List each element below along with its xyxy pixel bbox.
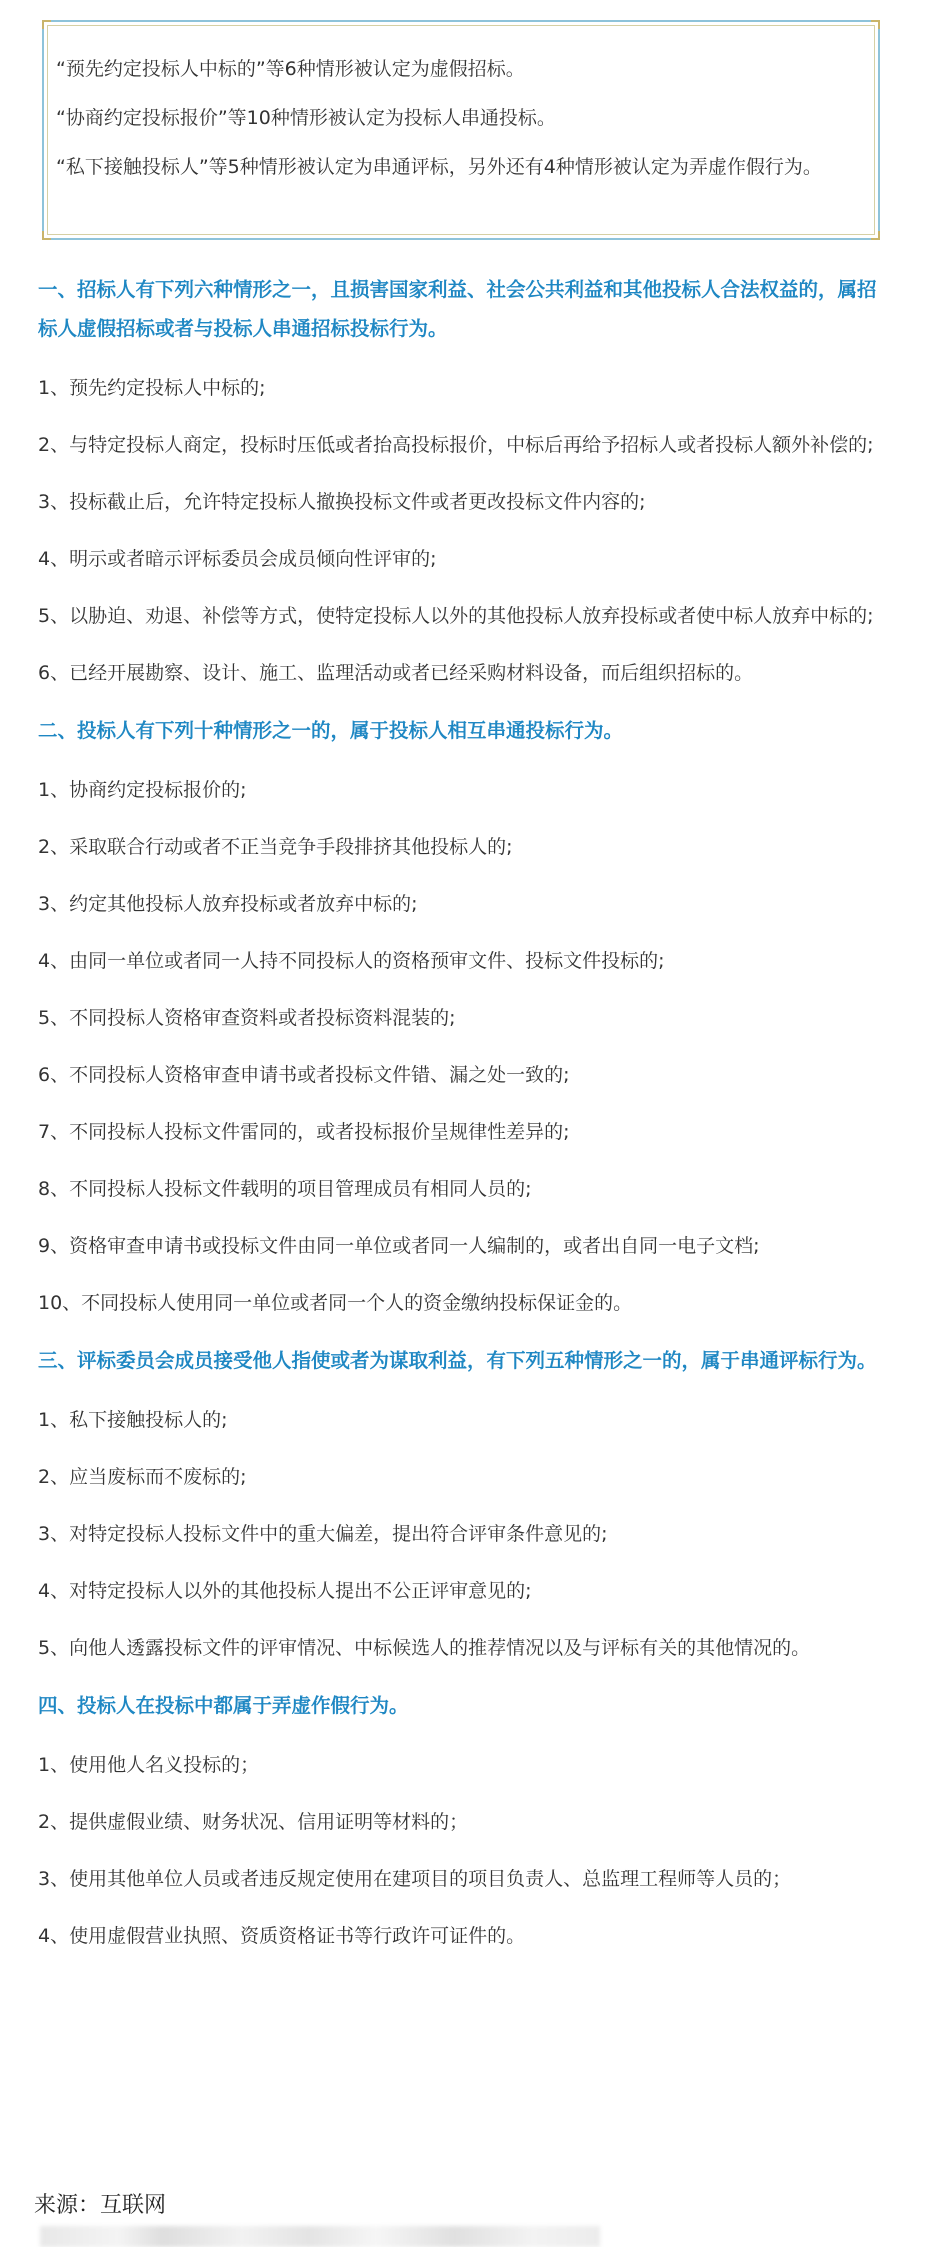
list-item: 1、预先约定投标人中标的; (38, 377, 266, 399)
section-2 (38, 711, 890, 1323)
summary-box (42, 20, 880, 240)
list-item: 9、资格审查申请书或投标文件由同一单位或者同一人编制的，或者出自同一电子文档; (38, 1235, 760, 1257)
list-item: 4、明示或者暗示评标委员会成员倾向性评审的; (38, 548, 437, 570)
section-heading: 一、招标人有下列六种情形之一，且损害国家利益、社会公共利益和其他投标人合法权益的，属招标人虚假招标或者与投标人串通招标投标行为。 (38, 278, 877, 340)
box-corner-ornament (42, 231, 51, 240)
list-item: 1、私下接触投标人的; (38, 1409, 228, 1431)
list-item: 3、投标截止后，允许特定投标人撤换投标文件或者更改投标文件内容的; (38, 491, 646, 513)
list-item: 1、协商约定投标报价的; (38, 779, 247, 801)
list-item: 6、已经开展勘察、设计、施工、监理活动或者已经采购材料设备，而后组织招标的。 (38, 662, 754, 684)
box-corner-ornament (871, 231, 880, 240)
article-body (38, 270, 890, 1974)
list-item: 10、不同投标人使用同一单位或者同一个人的资金缴纳投标保证金的。 (38, 1292, 633, 1314)
list-item: 4、对特定投标人以外的其他投标人提出不公正评审意见的; (38, 1580, 532, 1602)
list-item: 4、由同一单位或者同一人持不同投标人的资格预审文件、投标文件投标的; (38, 950, 665, 972)
list-item: 5、向他人透露投标文件的评审情况、中标候选人的推荐情况以及与评标有关的其他情况的。 (38, 1637, 811, 1659)
list-item: 1、使用他人名义投标的； (38, 1754, 260, 1776)
list-item: 6、不同投标人资格审查申请书或者投标文件错、漏之处一致的; (38, 1064, 570, 1086)
list-item: 2、与特定投标人商定，投标时压低或者抬高投标报价，中标后再给予招标人或者投标人额外补偿的; (38, 434, 874, 456)
section-3 (38, 1341, 890, 1668)
summary-line: “协商约定投标报价”等10种情形被认定为投标人串通投标。 (56, 107, 556, 129)
list-item: 3、约定其他投标人放弃投标或者放弃中标的; (38, 893, 418, 915)
list-item: 2、采取联合行动或者不正当竞争手段排挤其他投标人的; (38, 836, 513, 858)
list-item: 7、不同投标人投标文件雷同的，或者投标报价呈规律性差异的; (38, 1121, 570, 1143)
blurred-footer-image (40, 2226, 600, 2247)
summary-line: “预先约定投标人中标的”等6种情形被认定为虚假招标。 (56, 58, 525, 80)
list-item: 5、不同投标人资格审查资料或者投标资料混装的; (38, 1007, 456, 1029)
list-item: 8、不同投标人投标文件载明的项目管理成员有相同人员的; (38, 1178, 532, 1200)
list-item: 2、应当废标而不废标的; (38, 1466, 247, 1488)
list-item: 2、提供虚假业绩、财务状况、信用证明等材料的； (38, 1811, 469, 1833)
section-heading: 四、投标人在投标中都属于弄虚作假行为。 (38, 1694, 409, 1717)
box-corner-ornament (871, 20, 880, 29)
section-1 (38, 270, 890, 693)
section-heading: 三、评标委员会成员接受他人指使或者为谋取利益，有下列五种情形之一的，属于串通评标行为。 (38, 1349, 877, 1372)
section-4 (38, 1686, 890, 1956)
list-item: 4、使用虚假营业执照、资质资格证书等行政许可证件的。 (38, 1925, 526, 1947)
summary-line: “私下接触投标人”等5种情形被认定为串通评标，另外还有4种情形被认定为弄虚作假行为。 (56, 156, 822, 178)
box-corner-ornament (42, 20, 51, 29)
source-credit: 来源：互联网 (34, 2193, 167, 2218)
list-item: 3、使用其他单位人员或者违反规定使用在建项目的项目负责人、总监理工程师等人员的； (38, 1868, 792, 1890)
section-heading: 二、投标人有下列十种情形之一的，属于投标人相互串通投标行为。 (38, 719, 624, 742)
list-item: 3、对特定投标人投标文件中的重大偏差，提出符合评审条件意见的; (38, 1523, 608, 1545)
list-item: 5、以胁迫、劝退、补偿等方式，使特定投标人以外的其他投标人放弃投标或者使中标人放弃中标的; (38, 605, 874, 627)
